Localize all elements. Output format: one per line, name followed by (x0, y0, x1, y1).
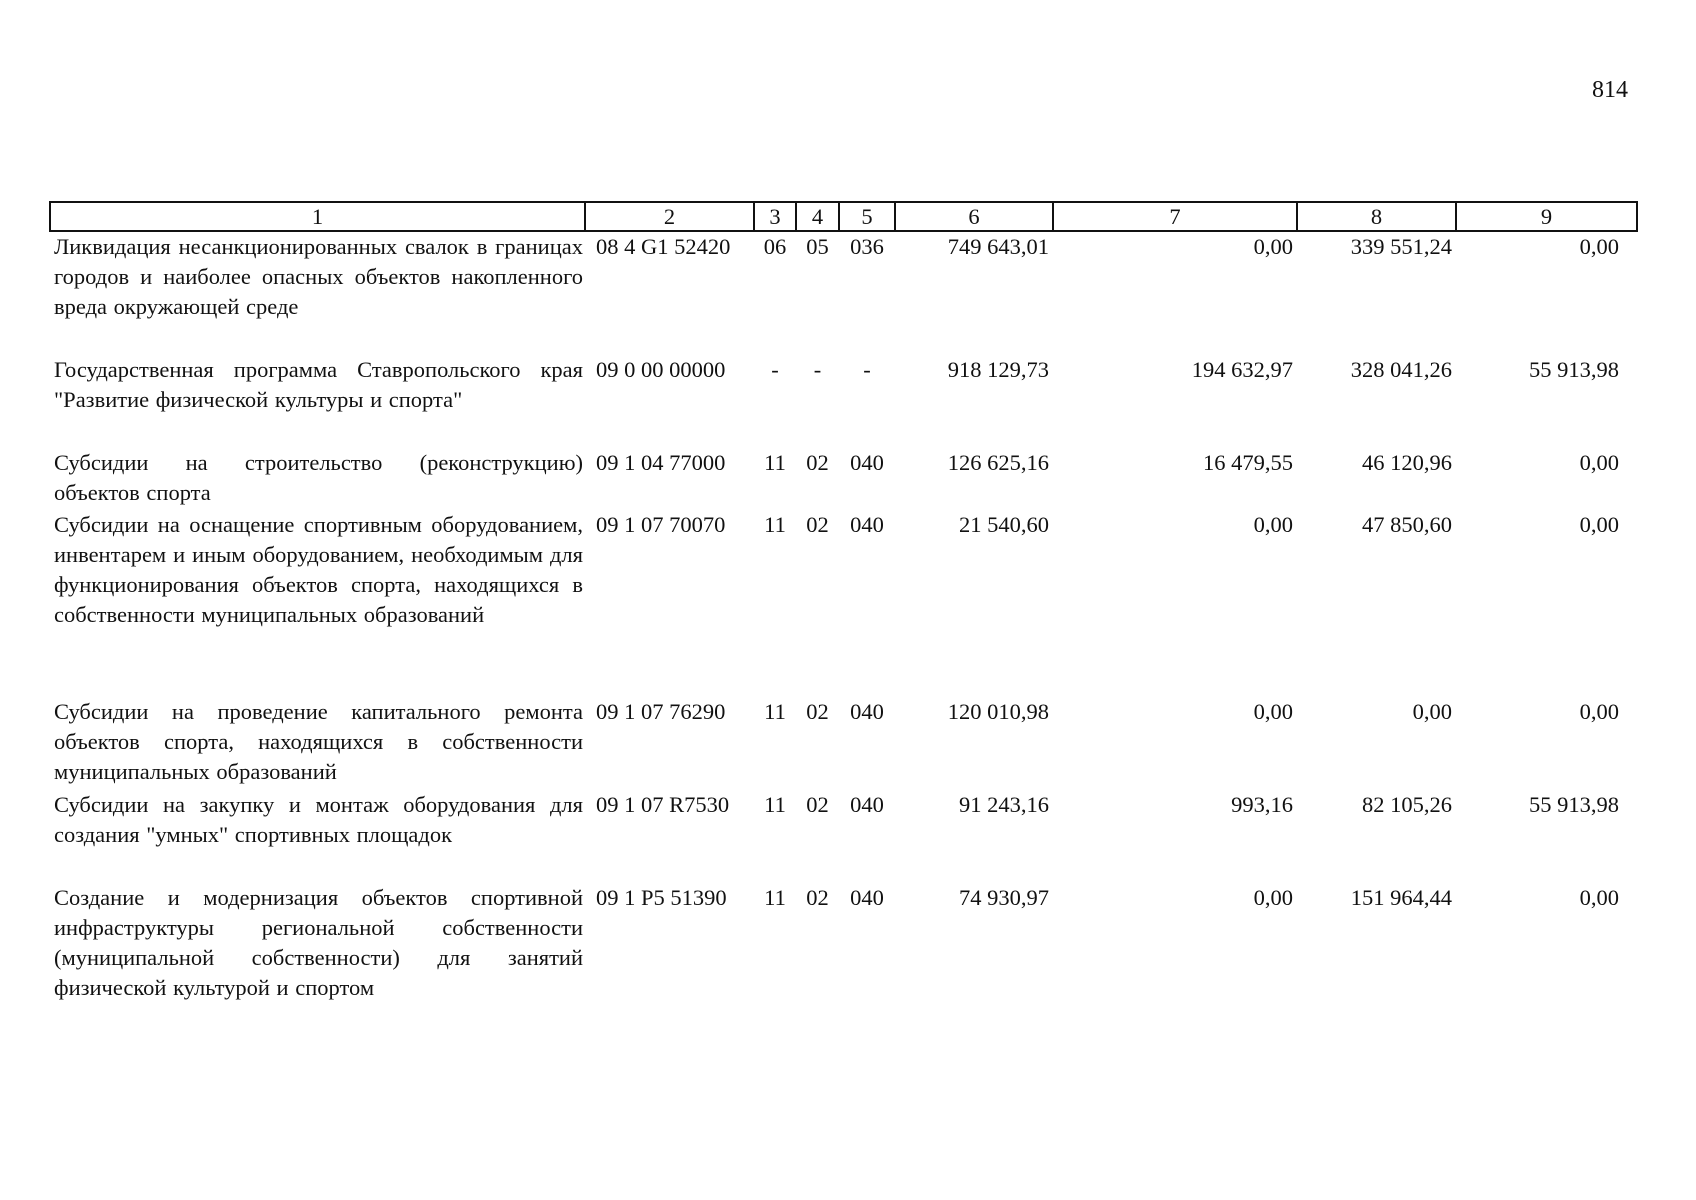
row-value-8: 328 041,26 (1350, 357, 1452, 382)
table-row (50, 448, 1637, 510)
row-code: 09 1 P5 51390 (596, 885, 727, 910)
row-value-7: 194 632,97 (1191, 357, 1293, 382)
row-col5: 040 (850, 450, 884, 475)
row-value-6: 120 010,98 (947, 699, 1049, 724)
table-row (50, 231, 1637, 355)
column-header: 4 (796, 202, 839, 231)
row-col3: 11 (764, 792, 786, 817)
row-col5: - (863, 357, 871, 382)
row-col4: 02 (806, 512, 829, 537)
row-col3: 11 (764, 699, 786, 724)
row-value-6: 918 129,73 (947, 357, 1049, 382)
row-value-7: 16 479,55 (1203, 450, 1293, 475)
table-row (50, 697, 1637, 790)
row-code: 09 1 07 70070 (596, 512, 726, 537)
row-col5: 040 (850, 512, 884, 537)
column-header: 2 (585, 202, 754, 231)
row-description: Ликвидация несанкционированных свалок в границах городов и наиболее опасных объектов накопленного вреда окружающей среде (54, 234, 583, 319)
row-col4: 02 (806, 699, 829, 724)
row-description: Субсидии на строительство (реконструкцию) объектов спорта (54, 450, 583, 505)
row-col3: 11 (764, 885, 786, 910)
row-value-8: 0,00 (1412, 699, 1452, 724)
header-row (50, 202, 1637, 231)
column-header: 9 (1456, 202, 1637, 231)
row-description: Создание и модернизация объектов спортивной инфраструктуры региональной собственности (муниципальной собственности) для занятий физической культурой и спортом (54, 885, 583, 1000)
row-value-6: 21 540,60 (959, 512, 1049, 537)
row-value-9: 0,00 (1579, 699, 1619, 724)
row-value-6: 749 643,01 (947, 234, 1049, 259)
table-row (50, 355, 1637, 448)
row-col5: 036 (850, 234, 884, 259)
row-value-9: 0,00 (1579, 234, 1619, 259)
row-value-7: 0,00 (1253, 699, 1293, 724)
row-value-6: 74 930,97 (959, 885, 1049, 910)
column-header: 1 (50, 202, 585, 231)
row-value-7: 0,00 (1253, 512, 1293, 537)
row-value-9: 0,00 (1579, 450, 1619, 475)
row-col3: 06 (763, 234, 787, 259)
row-value-7: 0,00 (1253, 234, 1293, 259)
column-header: 6 (895, 202, 1053, 231)
row-code: 09 1 07 76290 (596, 699, 726, 724)
row-col3: - (771, 357, 779, 382)
column-header: 7 (1053, 202, 1297, 231)
row-code: 09 1 07 R7530 (596, 792, 730, 817)
table-row (50, 883, 1637, 1007)
row-value-8: 339 551,24 (1350, 234, 1452, 259)
row-col3: 11 (764, 512, 786, 537)
page-number: 814 (1592, 77, 1628, 103)
row-value-9: 0,00 (1579, 885, 1619, 910)
row-value-8: 47 850,60 (1362, 512, 1452, 537)
row-description: Государственная программа Ставропольского края "Развитие физической культуры и спорта" (54, 357, 583, 412)
row-col4: - (813, 357, 822, 382)
column-header: 8 (1297, 202, 1456, 231)
row-value-6: 91 243,16 (959, 792, 1049, 817)
row-code: 09 1 04 77000 (596, 450, 726, 475)
row-value-9: 0,00 (1579, 512, 1619, 537)
row-value-7: 0,00 (1253, 885, 1293, 910)
row-col4: 02 (806, 885, 829, 910)
column-header: 3 (754, 202, 796, 231)
row-value-6: 126 625,16 (947, 450, 1049, 475)
row-value-9: 55 913,98 (1529, 792, 1619, 817)
table-row (50, 790, 1637, 883)
row-code: 09 0 00 00000 (596, 357, 726, 382)
budget-table (49, 201, 1638, 1007)
row-col5: 040 (850, 699, 884, 724)
table-row (50, 510, 1637, 697)
row-col4: 02 (806, 450, 829, 475)
row-value-9: 55 913,98 (1529, 357, 1619, 382)
row-value-8: 151 964,44 (1350, 885, 1452, 910)
row-code: 08 4 G1 52420 (596, 234, 731, 259)
row-description: Субсидии на закупку и монтаж оборудования для создания "умных" спортивных площадок (54, 792, 583, 847)
row-col5: 040 (850, 885, 884, 910)
row-value-8: 46 120,96 (1362, 450, 1452, 475)
row-value-7: 993,16 (1231, 792, 1293, 817)
row-col4: 02 (806, 792, 829, 817)
row-col3: 11 (764, 450, 786, 475)
column-header: 5 (839, 202, 895, 231)
row-value-8: 82 105,26 (1362, 792, 1452, 817)
row-col4: 05 (806, 234, 829, 259)
row-col5: 040 (850, 792, 884, 817)
row-description: Субсидии на проведение капитального ремонта объектов спорта, находящихся в собственности муниципальных образований (54, 699, 583, 784)
row-description: Субсидии на оснащение спортивным оборудованием, инвентарем и иным оборудованием, необходимым для функционирования объектов спорта, находящихся в собственности муниципальных образований (54, 512, 583, 627)
